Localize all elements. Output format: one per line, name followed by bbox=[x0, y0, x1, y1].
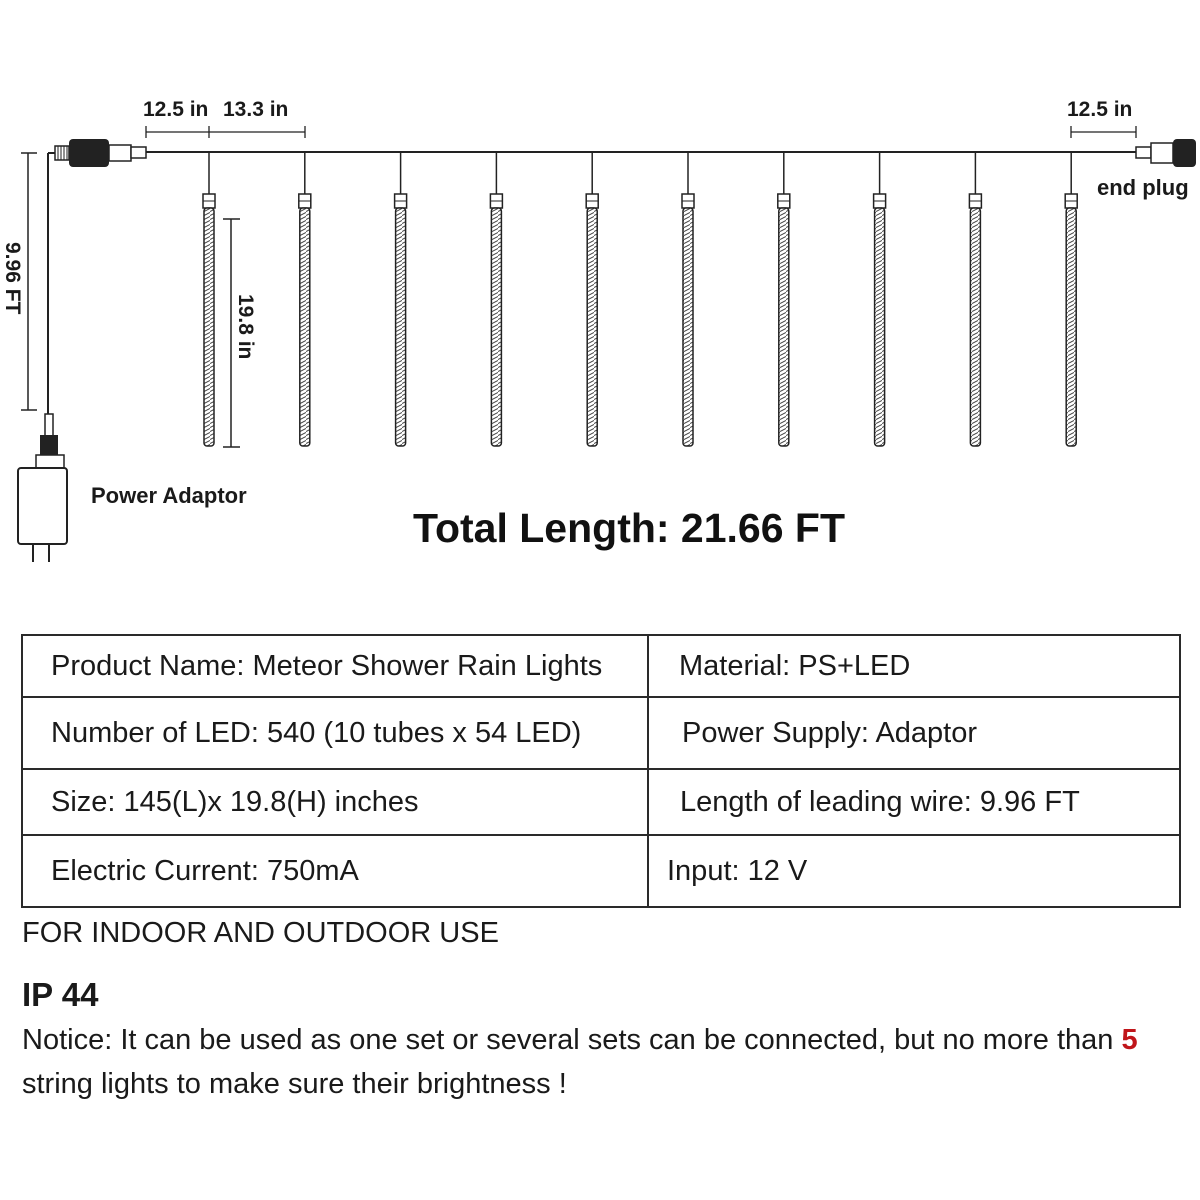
tube-spacing-label: 13.3 in bbox=[223, 98, 289, 121]
end-spacing-label: 12.5 in bbox=[1067, 98, 1133, 121]
meteor-tube bbox=[586, 152, 598, 446]
spec-cell: Product Name: Meteor Shower Rain Lights bbox=[22, 635, 648, 697]
input-connector-icon bbox=[55, 139, 146, 167]
usage-note: FOR INDOOR AND OUTDOOR USE bbox=[22, 917, 499, 949]
spec-cell: Input: 12 V bbox=[648, 835, 1180, 907]
lead-wire-length-label: 9.96 FT bbox=[1, 242, 24, 315]
table-row bbox=[22, 697, 1180, 769]
end-plug-icon bbox=[1136, 139, 1196, 167]
meteor-tube bbox=[1065, 152, 1077, 446]
meteor-tube bbox=[299, 152, 311, 446]
meteor-tube bbox=[490, 152, 502, 446]
total-length-label: Total Length: 21.66 FT bbox=[412, 505, 846, 551]
notice-text-start: Notice: It can be used as one set or several sets can be connected, but no more than bbox=[22, 1024, 1122, 1056]
spec-cell: Size: 145(L)x 19.8(H) inches bbox=[22, 769, 648, 835]
power-adaptor-label: Power Adaptor bbox=[91, 483, 247, 508]
spec-cell: Length of leading wire: 9.96 FT bbox=[648, 769, 1180, 835]
meteor-tube bbox=[874, 152, 886, 446]
spec-cell: Material: PS+LED bbox=[648, 635, 1180, 697]
spec-cell: Electric Current: 750mA bbox=[22, 835, 648, 907]
table-row bbox=[22, 835, 1180, 907]
spec-table bbox=[21, 634, 1181, 908]
meteor-tube bbox=[395, 152, 407, 446]
spacing-dimension bbox=[146, 126, 1136, 138]
end-plug-label: end plug bbox=[1097, 175, 1189, 200]
spec-cell: Number of LED: 540 (10 tubes x 54 LED) bbox=[22, 697, 648, 769]
max-sets-highlight: 5 bbox=[1121, 1024, 1138, 1056]
meteor-tube bbox=[203, 152, 215, 446]
notice-text bbox=[22, 1018, 1162, 1106]
power-adaptor-icon bbox=[18, 414, 67, 562]
tube-height-label: 19.8 in bbox=[234, 294, 257, 360]
notice-text-end: string lights to make sure their brightness ! bbox=[22, 1068, 567, 1100]
meteor-tubes bbox=[203, 152, 1077, 446]
table-row bbox=[22, 635, 1180, 697]
table-row bbox=[22, 769, 1180, 835]
ip-rating: IP 44 bbox=[22, 976, 99, 1013]
meteor-tube bbox=[969, 152, 981, 446]
meteor-tube bbox=[778, 152, 790, 446]
spec-cell: Power Supply: Adaptor bbox=[648, 697, 1180, 769]
first-spacing-label: 12.5 in bbox=[143, 98, 209, 121]
meteor-tube bbox=[682, 152, 694, 446]
